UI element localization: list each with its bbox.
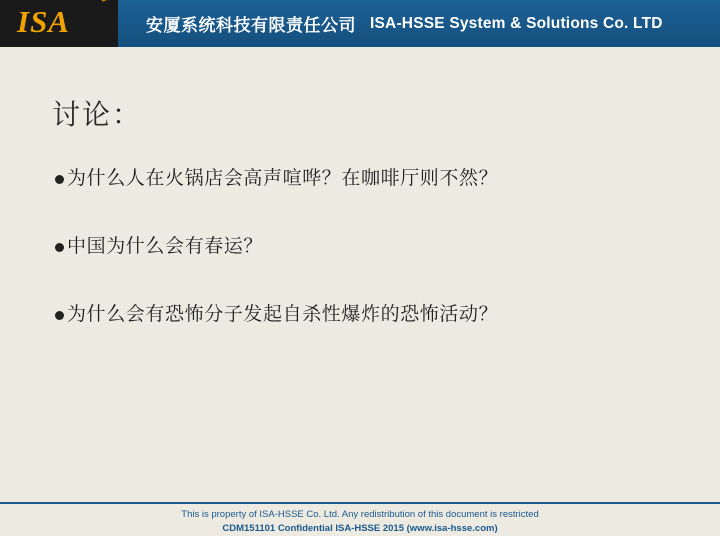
slide-content xyxy=(0,47,720,502)
bullet-dot-icon xyxy=(55,243,64,252)
bullet-text: 为什么会有恐怖分子发起自杀性爆炸的恐怖活动？ xyxy=(67,303,499,325)
list-item xyxy=(55,165,675,191)
bullet-text: 为什么人在火锅店会高声喧哗？在咖啡厅则不然？ xyxy=(67,167,499,189)
header-title-chinese: 安厦系统科技有限责任公司 xyxy=(146,16,356,36)
bullet-list xyxy=(55,165,675,369)
bullet-dot-icon xyxy=(55,311,64,320)
header-title-bar xyxy=(118,0,720,47)
footer-document-id: CDM151101 Confidential ISA-HSSE 2015 (www.isa-hsse.com) xyxy=(222,523,498,534)
header-title-english: ISA-HSSE System & Solutions Co. LTD xyxy=(370,14,663,32)
bullet-text: 中国为什么会有春运？ xyxy=(67,235,264,257)
page-title: 讨论： xyxy=(52,98,143,131)
footer-disclaimer: This is property of ISA-HSSE Co. Ltd. Any redistribution of this document is restricted xyxy=(181,509,539,520)
list-item xyxy=(55,233,675,259)
slide-header xyxy=(0,0,720,47)
logo-text: ISA xyxy=(17,4,70,39)
company-logo xyxy=(0,0,118,47)
list-item xyxy=(55,301,675,327)
footer-bottom-strip xyxy=(0,536,720,541)
bullet-dot-icon xyxy=(55,175,64,184)
